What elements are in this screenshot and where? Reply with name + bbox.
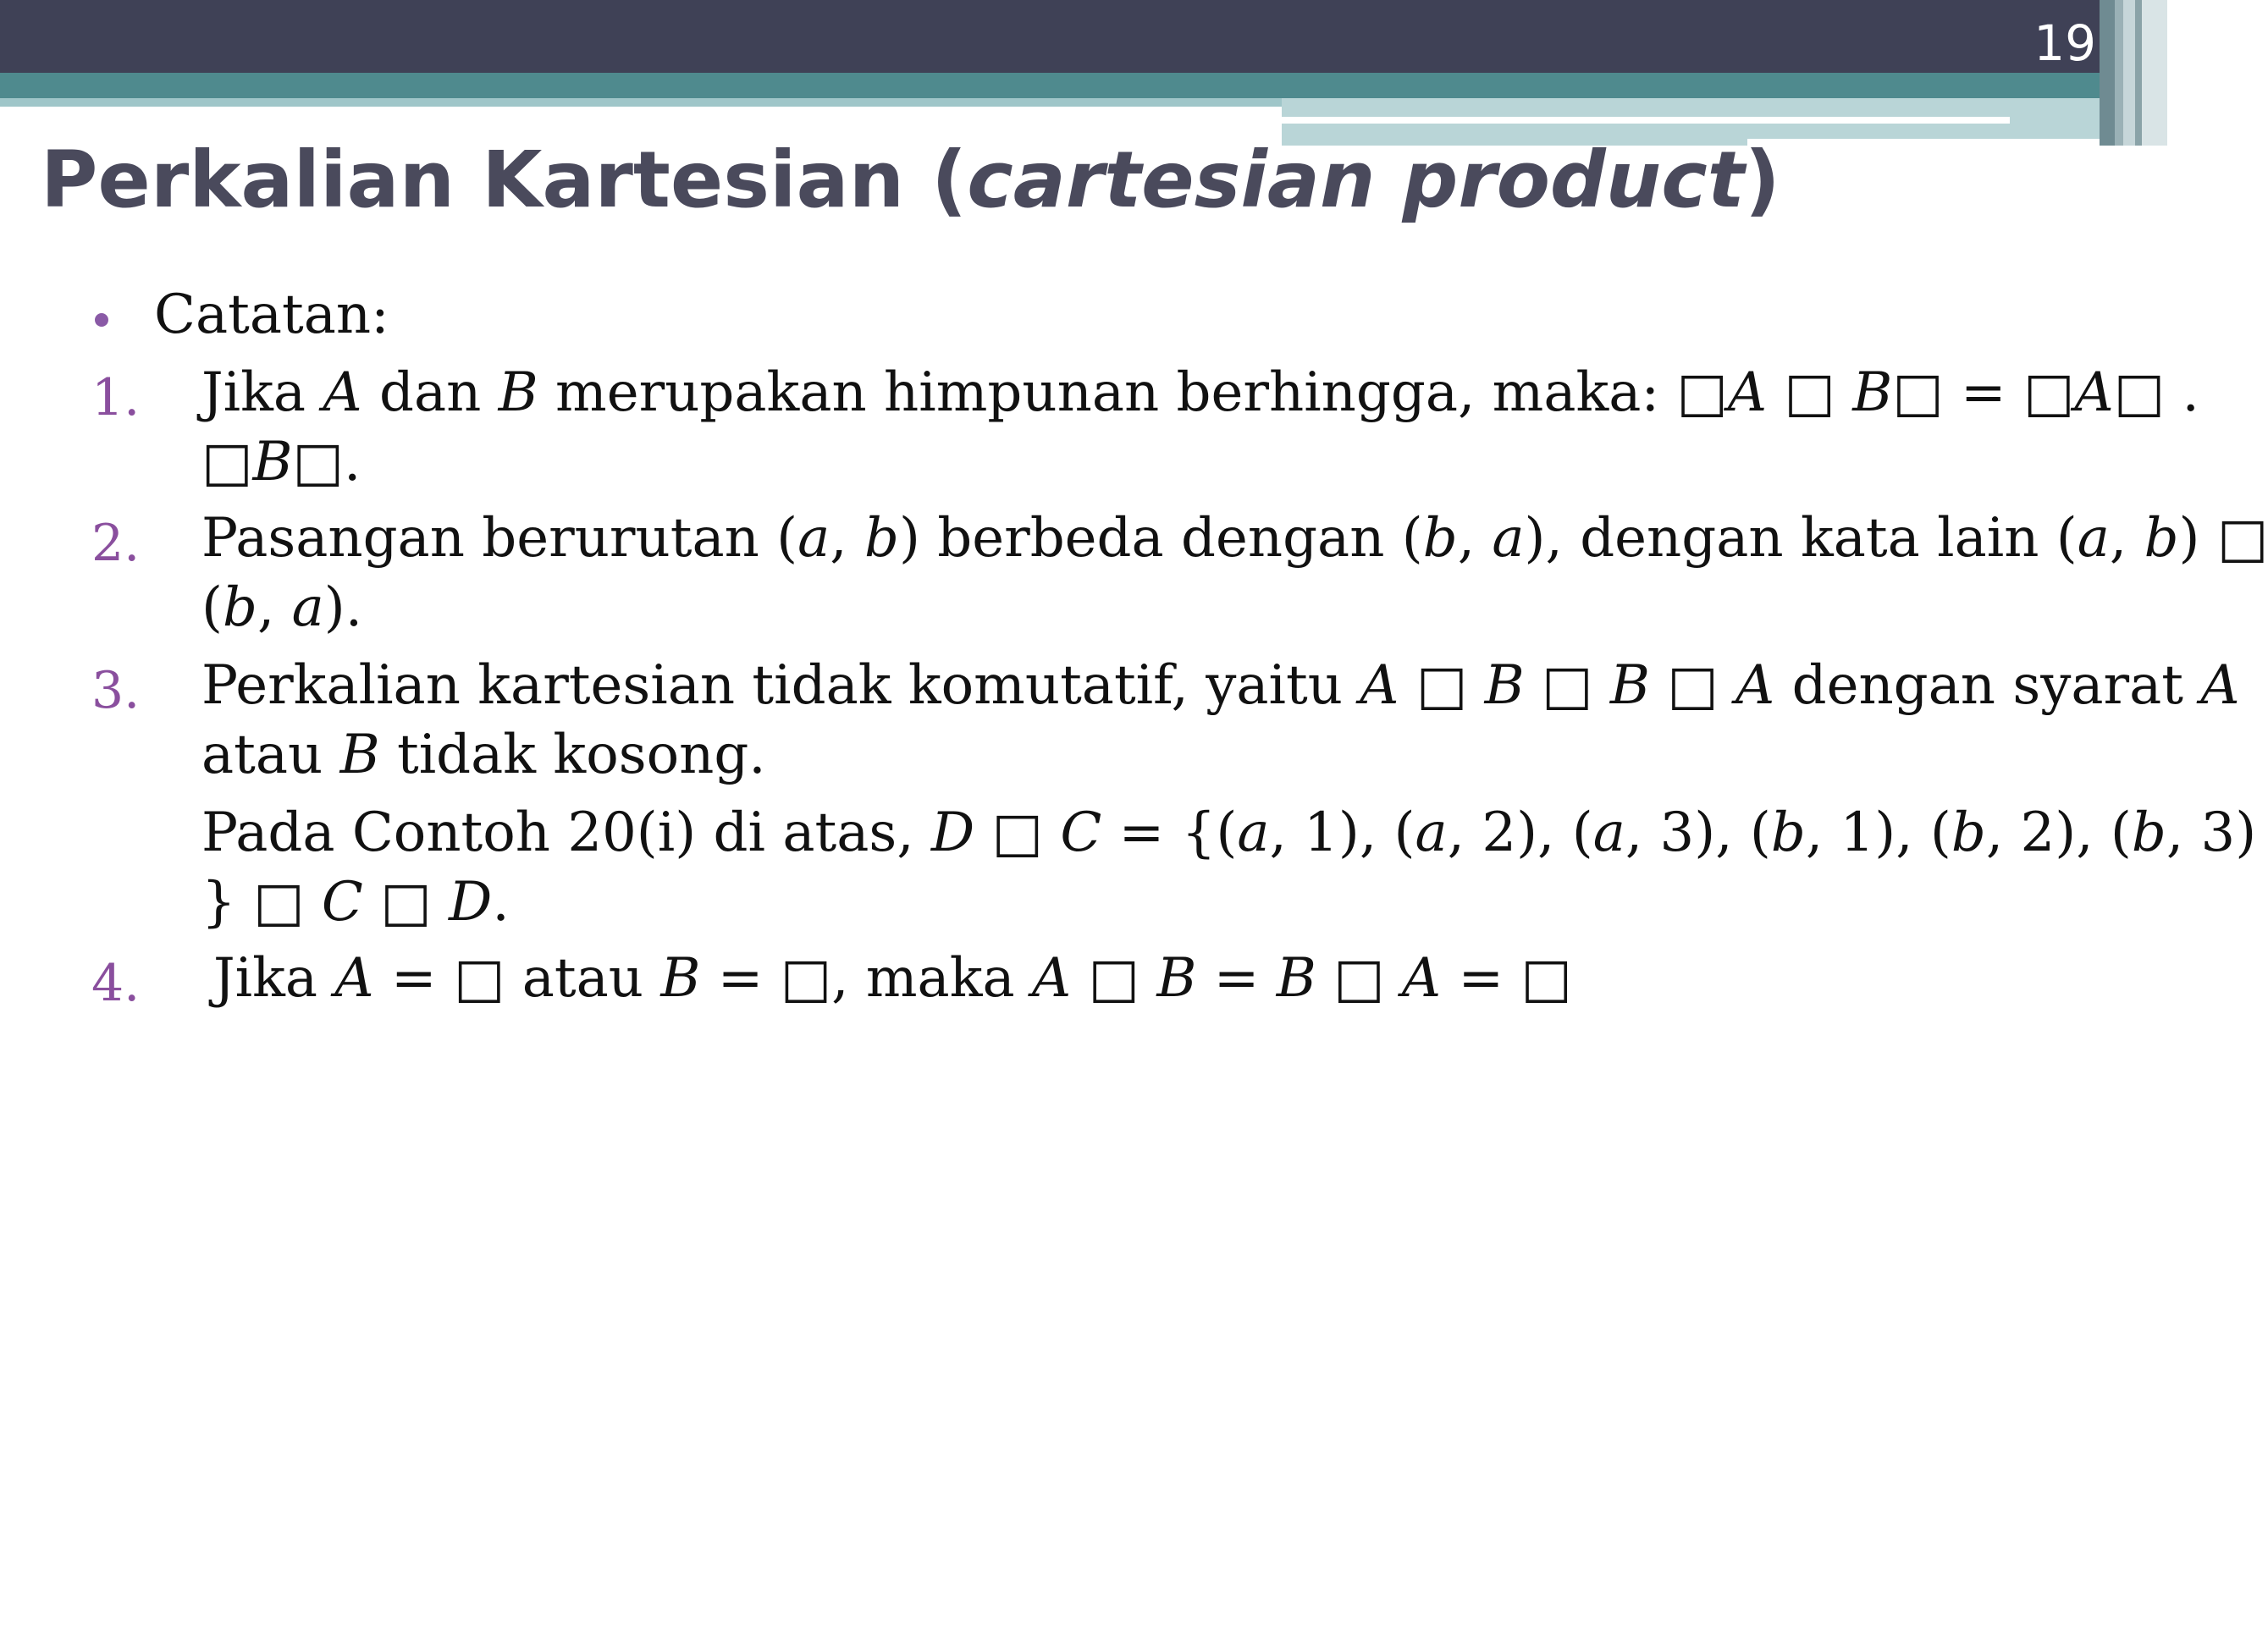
item-4-line-1: Jika A = □ atau B = □, maka A □ B = B □ A = □ <box>213 947 1572 1010</box>
header-vertical-stripe <box>2123 0 2135 146</box>
item-2-line-1: Pasangan berurutan (a, b) berbeda dengan (b, a), dengan kata lain (a, b) □ <box>201 507 2268 570</box>
item-3-line-4: } □ C □ D. <box>201 871 510 934</box>
slide-title <box>41 135 1780 225</box>
header-vertical-stripe <box>2135 0 2142 146</box>
title-main: Perkalian Kartesian ( <box>41 135 968 225</box>
header-vertical-stripe <box>2115 0 2123 146</box>
header-right-line <box>1282 117 2010 124</box>
header-light-band <box>0 98 1282 107</box>
header-teal-band <box>0 73 2100 98</box>
header-bar <box>0 0 2167 73</box>
list-marker-4: 4. <box>91 954 141 1013</box>
bullet-dot <box>95 313 108 327</box>
header-vertical-stripe <box>2142 0 2167 146</box>
list-marker-1: 1. <box>91 368 141 427</box>
item-3-line-2: atau B tidak kosong. <box>201 724 766 786</box>
title-italic: cartesian product <box>967 135 1745 225</box>
title-close: ) <box>1744 135 1780 225</box>
item-1-line-2: □B□. <box>201 431 361 493</box>
list-marker-2: 2. <box>91 514 141 573</box>
note-heading: Catatan: <box>154 284 389 346</box>
list-marker-3: 3. <box>91 661 141 720</box>
item-1-line-1: Jika A dan B merupakan himpunan berhingga, maka: □A □ B□ = □A□ . <box>201 361 2199 424</box>
item-3-line-3: Pada Contoh 20(i) di atas, D □ C = {(a, 1), (a, 2), (a, 3), (b, 1), (b, 2), (b, 3) <box>201 801 2257 864</box>
item-2-line-2: (b, a). <box>201 576 363 639</box>
header-right-line <box>1747 139 2100 146</box>
item-3-line-1: Perkalian kartesian tidak komutatif, yaitu A □ B □ B □ A dengan syarat A <box>201 654 2240 717</box>
slide-number: 19 <box>2033 14 2096 72</box>
header-vertical-stripe <box>2100 0 2115 146</box>
